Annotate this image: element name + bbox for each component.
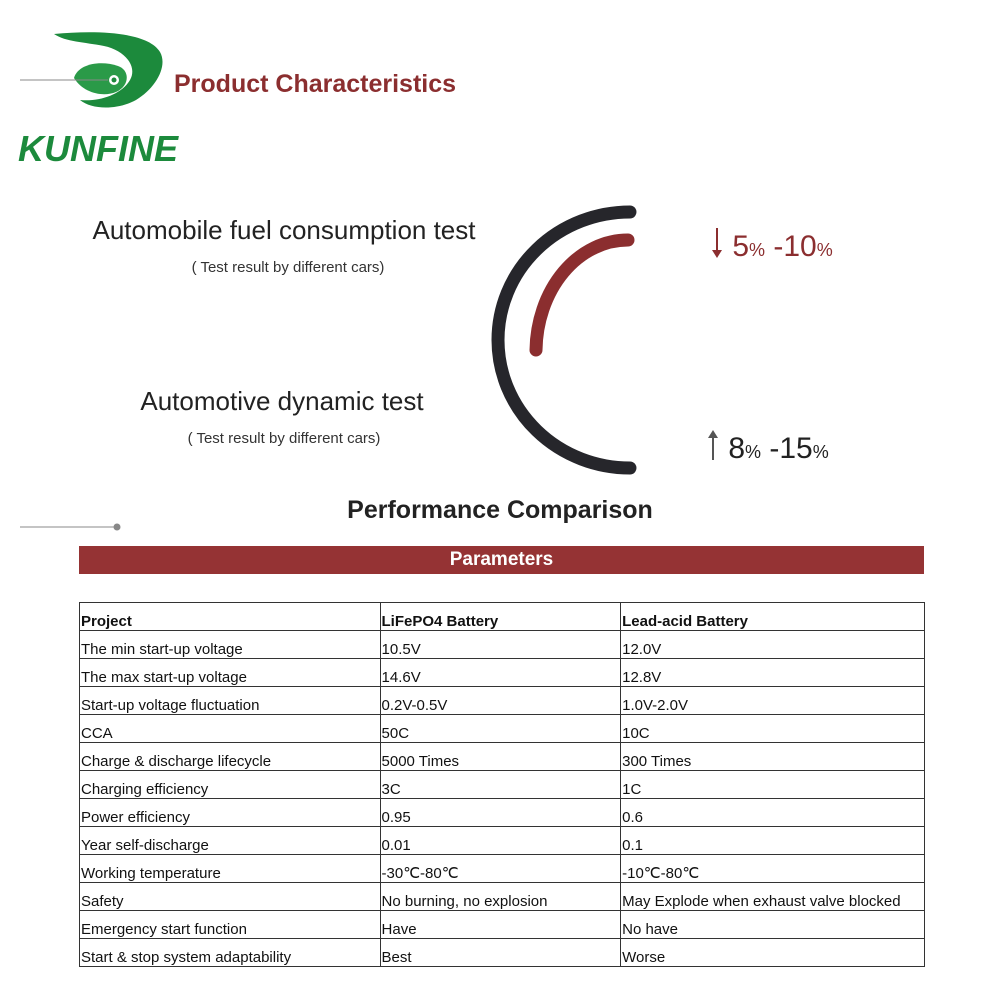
table-cell: No have bbox=[621, 911, 925, 939]
table-cell: 14.6V bbox=[380, 659, 621, 687]
table-row bbox=[80, 687, 925, 715]
table-row bbox=[80, 939, 925, 967]
stat-dynamic-unit-2: % bbox=[812, 442, 829, 462]
stat-fuel: 5% -10% bbox=[710, 222, 833, 264]
table-cell: No burning, no explosion bbox=[380, 883, 621, 911]
stat-dynamic-unit-1: % bbox=[745, 442, 762, 462]
table-cell: The min start-up voltage bbox=[80, 631, 381, 659]
table-cell: 5000 Times bbox=[380, 743, 621, 771]
table-cell: 300 Times bbox=[621, 743, 925, 771]
table-header-row bbox=[80, 603, 925, 631]
table-cell: 0.6 bbox=[621, 799, 925, 827]
table-cell: Working temperature bbox=[80, 855, 381, 883]
table-cell: 10C bbox=[621, 715, 925, 743]
table-cell: 10.5V bbox=[380, 631, 621, 659]
up-arrow-icon bbox=[706, 428, 720, 470]
dark-arc bbox=[498, 212, 630, 468]
table-row bbox=[80, 631, 925, 659]
table-cell: 1.0V-2.0V bbox=[621, 687, 925, 715]
table-row bbox=[80, 827, 925, 855]
table-row bbox=[80, 911, 925, 939]
brand-name: KUNFINE bbox=[18, 128, 178, 169]
table-cell: CCA bbox=[80, 715, 381, 743]
table-cell: 12.8V bbox=[621, 659, 925, 687]
table-cell: 0.1 bbox=[621, 827, 925, 855]
table-cell: Start & stop system adaptability bbox=[80, 939, 381, 967]
table-cell: Start-up voltage fluctuation bbox=[80, 687, 381, 715]
stat-dynamic: 8% -15% bbox=[706, 424, 829, 466]
table-cell: Charge & discharge lifecycle bbox=[80, 743, 381, 771]
table-cell: 3C bbox=[380, 771, 621, 799]
table-row bbox=[80, 715, 925, 743]
stat-fuel-to: 10 bbox=[783, 230, 817, 263]
down-arrow-icon bbox=[710, 226, 724, 268]
table-cell: 12.0V bbox=[621, 631, 925, 659]
table-row bbox=[80, 771, 925, 799]
table-cell: Emergency start function bbox=[80, 911, 381, 939]
test-title-fuel: Automobile fuel consumption test bbox=[92, 215, 476, 245]
stat-fuel-unit-1: % bbox=[749, 240, 766, 260]
table-cell: Best bbox=[380, 939, 621, 967]
comparison-title: Performance Comparison bbox=[347, 496, 653, 524]
table-cell: 1C bbox=[621, 771, 925, 799]
table-cell: 0.2V-0.5V bbox=[380, 687, 621, 715]
table-cell: -30℃-80℃ bbox=[380, 855, 621, 883]
section-title: Product Characteristics bbox=[174, 70, 457, 98]
table-row bbox=[80, 883, 925, 911]
table-row bbox=[80, 799, 925, 827]
stat-dynamic-from: 8 bbox=[728, 432, 746, 465]
table-cell: Charging efficiency bbox=[80, 771, 381, 799]
test-note-fuel: ( Test result by different cars) bbox=[191, 259, 385, 276]
test-note-dynamic: ( Test result by different cars) bbox=[187, 430, 381, 447]
table-cell: Power efficiency bbox=[80, 799, 381, 827]
red-arc bbox=[536, 240, 628, 350]
column-header: LiFePO4 Battery bbox=[380, 603, 621, 631]
column-header: Lead-acid Battery bbox=[621, 603, 925, 631]
parameters-bar: Parameters bbox=[79, 546, 924, 574]
table-row bbox=[80, 659, 925, 687]
comparison-table bbox=[79, 602, 925, 967]
table-cell: -10℃-80℃ bbox=[621, 855, 925, 883]
table-cell: 50C bbox=[380, 715, 621, 743]
test-title-dynamic: Automotive dynamic test bbox=[140, 386, 424, 416]
stat-dynamic-to: 15 bbox=[779, 432, 813, 465]
table-cell: 0.01 bbox=[380, 827, 621, 855]
table-cell: Year self-discharge bbox=[80, 827, 381, 855]
table-cell: Worse bbox=[621, 939, 925, 967]
arc-graphic bbox=[480, 200, 650, 480]
table-row bbox=[80, 855, 925, 883]
table-row bbox=[80, 743, 925, 771]
table-cell: 0.95 bbox=[380, 799, 621, 827]
kunfine-logo-icon bbox=[18, 30, 178, 120]
table-cell: Have bbox=[380, 911, 621, 939]
column-header: Project bbox=[80, 603, 381, 631]
table-cell: Safety bbox=[80, 883, 381, 911]
table-cell: The max start-up voltage bbox=[80, 659, 381, 687]
table-cell: May Explode when exhaust valve blocked bbox=[621, 883, 925, 911]
stat-fuel-from: 5 bbox=[732, 230, 750, 263]
stat-fuel-unit-2: % bbox=[816, 240, 833, 260]
